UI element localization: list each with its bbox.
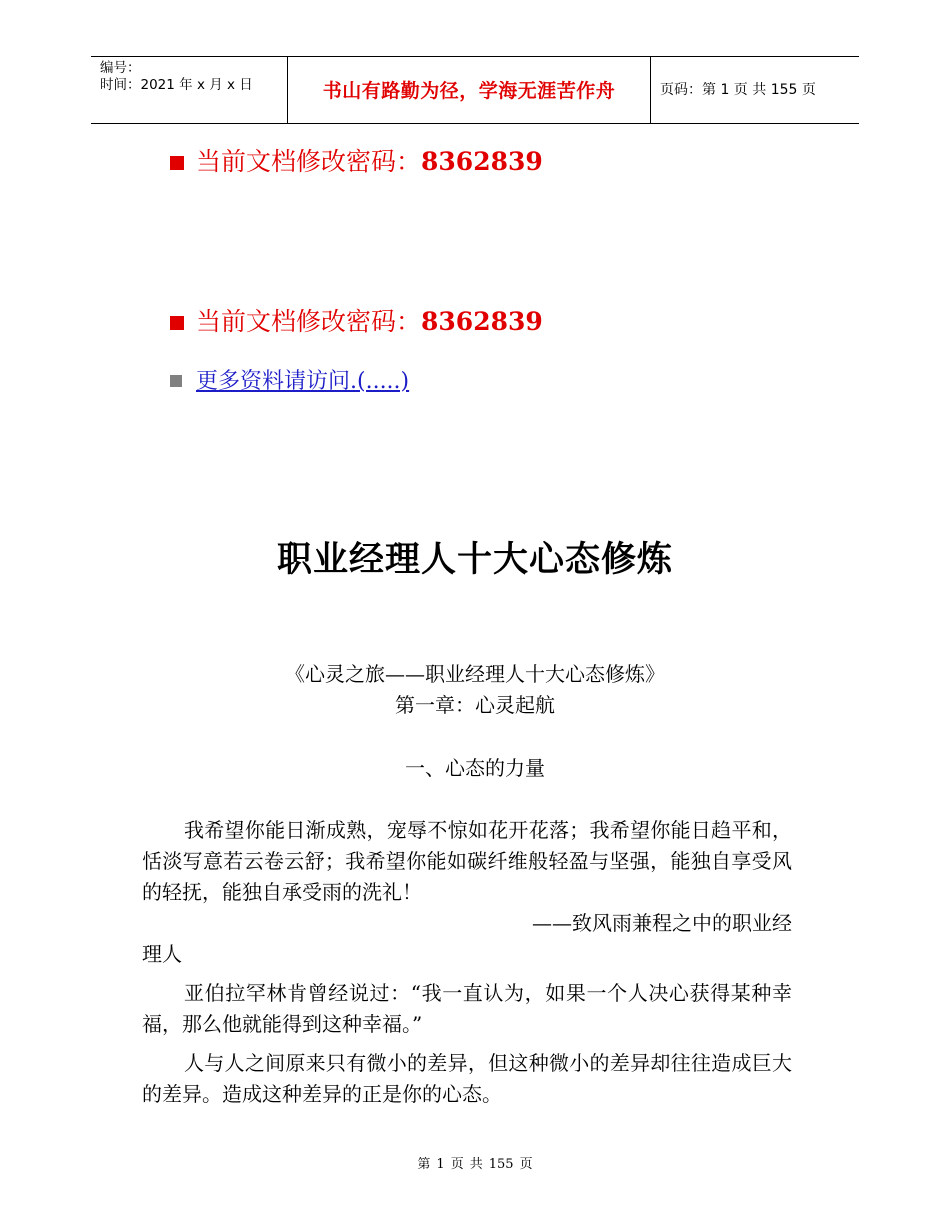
footer-prefix: 第 <box>417 1157 431 1172</box>
password-notice-1 <box>170 146 543 178</box>
gray-square-bullet-icon <box>170 375 182 387</box>
section-heading: 一、心态的力量 <box>405 756 545 780</box>
more-resources-link[interactable]: 更多资料请访问.(.....) <box>196 369 410 394</box>
red-square-bullet-icon <box>170 316 184 330</box>
header-motto-cell <box>288 57 651 123</box>
header-motto: 书山有路勤为径，学海无涯苦作舟 <box>322 80 616 102</box>
chapter-heading: 第一章：心灵起航 <box>395 693 555 717</box>
page-header <box>91 56 859 124</box>
footer-current-page: 1 <box>436 1157 445 1172</box>
book-subtitle: 《心灵之旅——职业经理人十大心态修炼》 <box>285 662 665 686</box>
page-footer <box>0 1156 950 1174</box>
footer-page-word: 页 <box>450 1157 464 1172</box>
footer-total-pages: 155 <box>488 1157 514 1172</box>
footer-suffix: 页 <box>519 1157 533 1172</box>
paragraph-1: 我希望你能日渐成熟，宠辱不惊如花开花落；我希望你能日趋平和，恬淡写意若云卷云舒；我希望你能如碳纤维般轻盈与坚强，能独自享受风的轻抚，能独自承受雨的洗礼！ <box>142 818 792 904</box>
document-number-label: 编号： <box>100 60 141 76</box>
header-page-info: 页码：第 1 页 共 155 页 <box>660 82 816 98</box>
more-resources-line <box>170 367 409 397</box>
signature-line-2: 理人 <box>142 942 182 966</box>
header-page-cell <box>651 57 859 123</box>
body-text <box>142 815 792 1110</box>
password-notice-text: 当前文档修改密码： <box>196 307 422 336</box>
password-notice-2 <box>170 306 543 338</box>
paragraph-2: 亚伯拉罕林肯曾经说过：“我一直认为，如果一个人决心获得某种幸福，那么他就能得到这种幸福。” <box>142 981 792 1036</box>
password-code: 8362839 <box>421 307 543 336</box>
password-notice-text: 当前文档修改密码： <box>196 147 422 176</box>
signature-line-1: ——致风雨兼程之中的职业经 <box>532 911 792 935</box>
document-title: 职业经理人十大心态修炼 <box>276 540 673 580</box>
red-square-bullet-icon <box>170 156 184 170</box>
footer-total-word: 共 <box>469 1157 483 1172</box>
paragraph-3: 人与人之间原来只有微小的差异，但这种微小的差异却往往造成巨大的差异。造成这种差异的正是你的心态。 <box>142 1051 792 1106</box>
document-time-label: 时间：2021 年 x 月 x 日 <box>100 77 253 93</box>
password-code: 8362839 <box>421 147 543 176</box>
header-meta-cell <box>91 57 288 123</box>
